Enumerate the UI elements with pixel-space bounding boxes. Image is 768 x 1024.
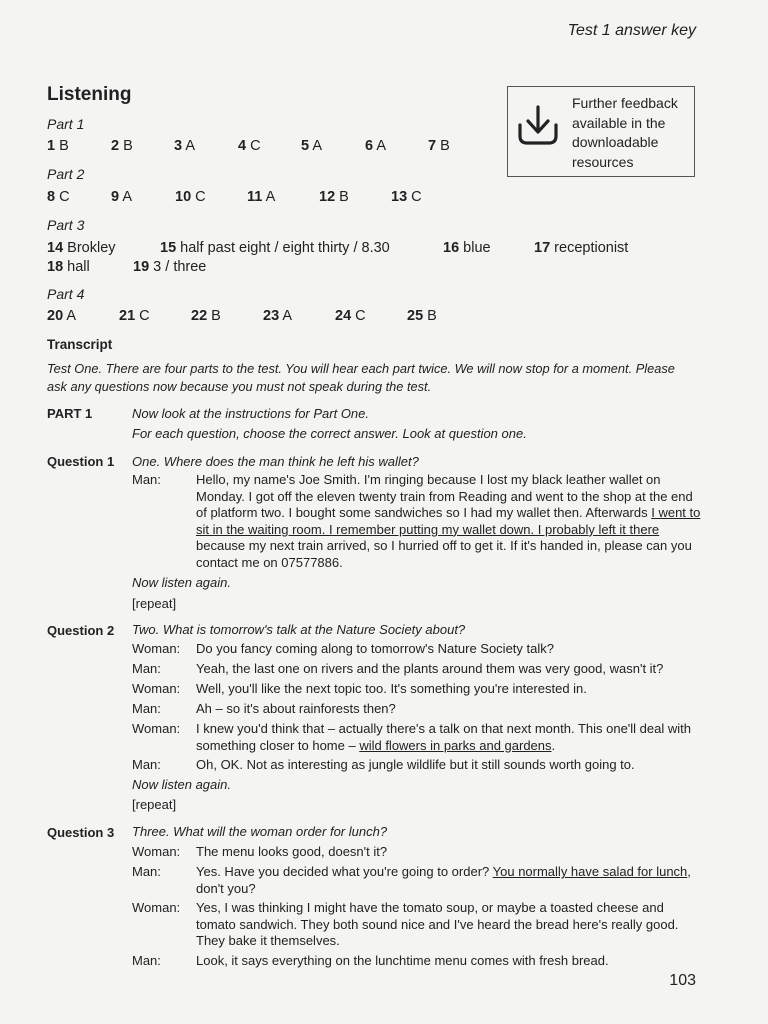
utterance: I knew you'd think that – actually there's a talk on that next month. This one'll deal with something closer to home – wild flowers in parks and gardens.	[196, 721, 691, 753]
answer-item: 23 A	[263, 308, 293, 324]
answer-item: 11 A	[247, 189, 276, 205]
utterance: The menu looks good, doesn't it?	[196, 844, 388, 859]
speaker-label: Woman:	[132, 900, 181, 915]
answer-item: 14 Brokley	[47, 240, 116, 256]
part-3-label: Part 3	[47, 217, 85, 233]
speaker-label: Man:	[132, 953, 161, 968]
utterance: Oh, OK. Not as interesting as jungle wildlife but it still sounds worth going to.	[196, 757, 635, 772]
utterance: Well, you'll like the next topic too. It's something you're interested in.	[196, 681, 587, 696]
answer-underline: I went to sit in the waiting room. I remember putting my wallet down. I probably left it there	[196, 505, 701, 537]
question-2-label: Question 2	[47, 623, 115, 638]
part-1-heading: PART 1	[47, 406, 93, 421]
answer-item: 19 3 / three	[133, 259, 207, 275]
speaker-label: Woman:	[132, 681, 181, 696]
answer-item: 16 blue	[443, 240, 491, 256]
answer-item: 8 C	[47, 189, 70, 205]
question-1-label: Question 1	[47, 454, 115, 469]
speaker-label: Man:	[132, 661, 161, 676]
question-2-prompt: Two. What is tomorrow's talk at the Nature Society about?	[132, 622, 466, 637]
page-header-title: Test 1 answer key	[567, 22, 696, 39]
speaker-label: Man:	[132, 864, 161, 879]
feedback-text: Further feedback available in the downloadable resources	[572, 95, 678, 170]
speaker-label: Man:	[132, 757, 161, 772]
answer-underline: wild flowers in parks and gardens	[359, 737, 552, 753]
transcript-heading: Transcript	[47, 337, 113, 352]
answer-item: 7 B	[428, 138, 450, 154]
answer-item: 9 A	[111, 189, 132, 205]
answer-item: 10 C	[175, 189, 206, 205]
part-1-label: Part 1	[47, 116, 85, 132]
speaker-label: Woman:	[132, 844, 181, 859]
utterance: Yes. Have you decided what you're going to order? You normally have salad for lunch, don't you?	[196, 864, 691, 896]
answer-item: 18 hall	[47, 259, 90, 275]
answer-item: 22 B	[191, 308, 221, 324]
utterance: Ah – so it's about rainforests then?	[196, 701, 396, 716]
speaker-label: Man:	[132, 472, 161, 487]
speaker-label: Woman:	[132, 641, 181, 656]
speaker-label: Man:	[132, 701, 161, 716]
instruction-line: For each question, choose the correct answer. Look at question one.	[132, 426, 527, 441]
answer-item: 12 B	[319, 189, 349, 205]
speaker-label: Woman:	[132, 721, 181, 736]
part-4-label: Part 4	[47, 286, 85, 302]
answer-item: 2 B	[111, 138, 133, 154]
part-2-label: Part 2	[47, 166, 85, 182]
answer-item: 24 C	[335, 308, 366, 324]
page-number: 103	[669, 972, 696, 989]
answer-item: 5 A	[301, 138, 322, 154]
answer-item: 1 B	[47, 138, 69, 154]
question-3-prompt: Three. What will the woman order for lunch?	[132, 824, 388, 839]
repeat-marker: [repeat]	[132, 797, 177, 812]
transcript-intro: Test One. There are four parts to the test. You will hear each part twice. We will now stop for a moment. Please ask any questions now because you must not speak during the test.	[47, 361, 675, 394]
answer-item: 17 receptionist	[534, 240, 629, 256]
answer-underline: You normally have salad for lunch	[492, 864, 688, 879]
answer-item: 15 half past eight / eight thirty / 8.30	[160, 240, 390, 256]
listen-again: Now listen again.	[132, 575, 231, 590]
answer-item: 20 A	[47, 308, 77, 324]
answer-item: 25 B	[407, 308, 437, 324]
section-title: Listening	[47, 84, 132, 105]
repeat-marker: [repeat]	[132, 596, 177, 611]
download-icon	[516, 105, 560, 149]
answer-item: 6 A	[365, 138, 386, 154]
utterance: Look, it says everything on the lunchtime menu comes with fresh bread.	[196, 953, 609, 968]
utterance: Yes, I was thinking I might have the tomato soup, or maybe a toasted cheese and tomato sandwich. They both sound nice and I've heard the bread here's really good. They bake it themselves.	[196, 900, 679, 949]
answer-item: 4 C	[238, 138, 261, 154]
answer-item: 13 C	[391, 189, 422, 205]
utterance: Hello, my name's Joe Smith. I'm ringing because I lost my black leather wallet on Monday. I got off the eleven twenty train from Reading and went to the shop at the end of platform two. I bought some sandwiches so I had my wallet then. Afterwards I went to sit in the waiting room. I remember putting my wallet down. I probably left it there because my next train arrived, so I hurried off to get it. If it's handed in, please can you contact me on 07577886.	[196, 472, 701, 570]
answer-item: 21 C	[119, 308, 150, 324]
instruction-line: Now look at the instructions for Part One.	[132, 406, 369, 421]
answer-item: 3 A	[174, 138, 195, 154]
utterance: Yeah, the last one on rivers and the plants around them was very good, wasn't it?	[196, 661, 664, 676]
listen-again: Now listen again.	[132, 777, 231, 792]
question-3-label: Question 3	[47, 825, 115, 840]
feedback-box	[507, 86, 695, 177]
utterance: Do you fancy coming along to tomorrow's Nature Society talk?	[196, 641, 554, 656]
question-1-prompt: One. Where does the man think he left his wallet?	[132, 454, 419, 469]
